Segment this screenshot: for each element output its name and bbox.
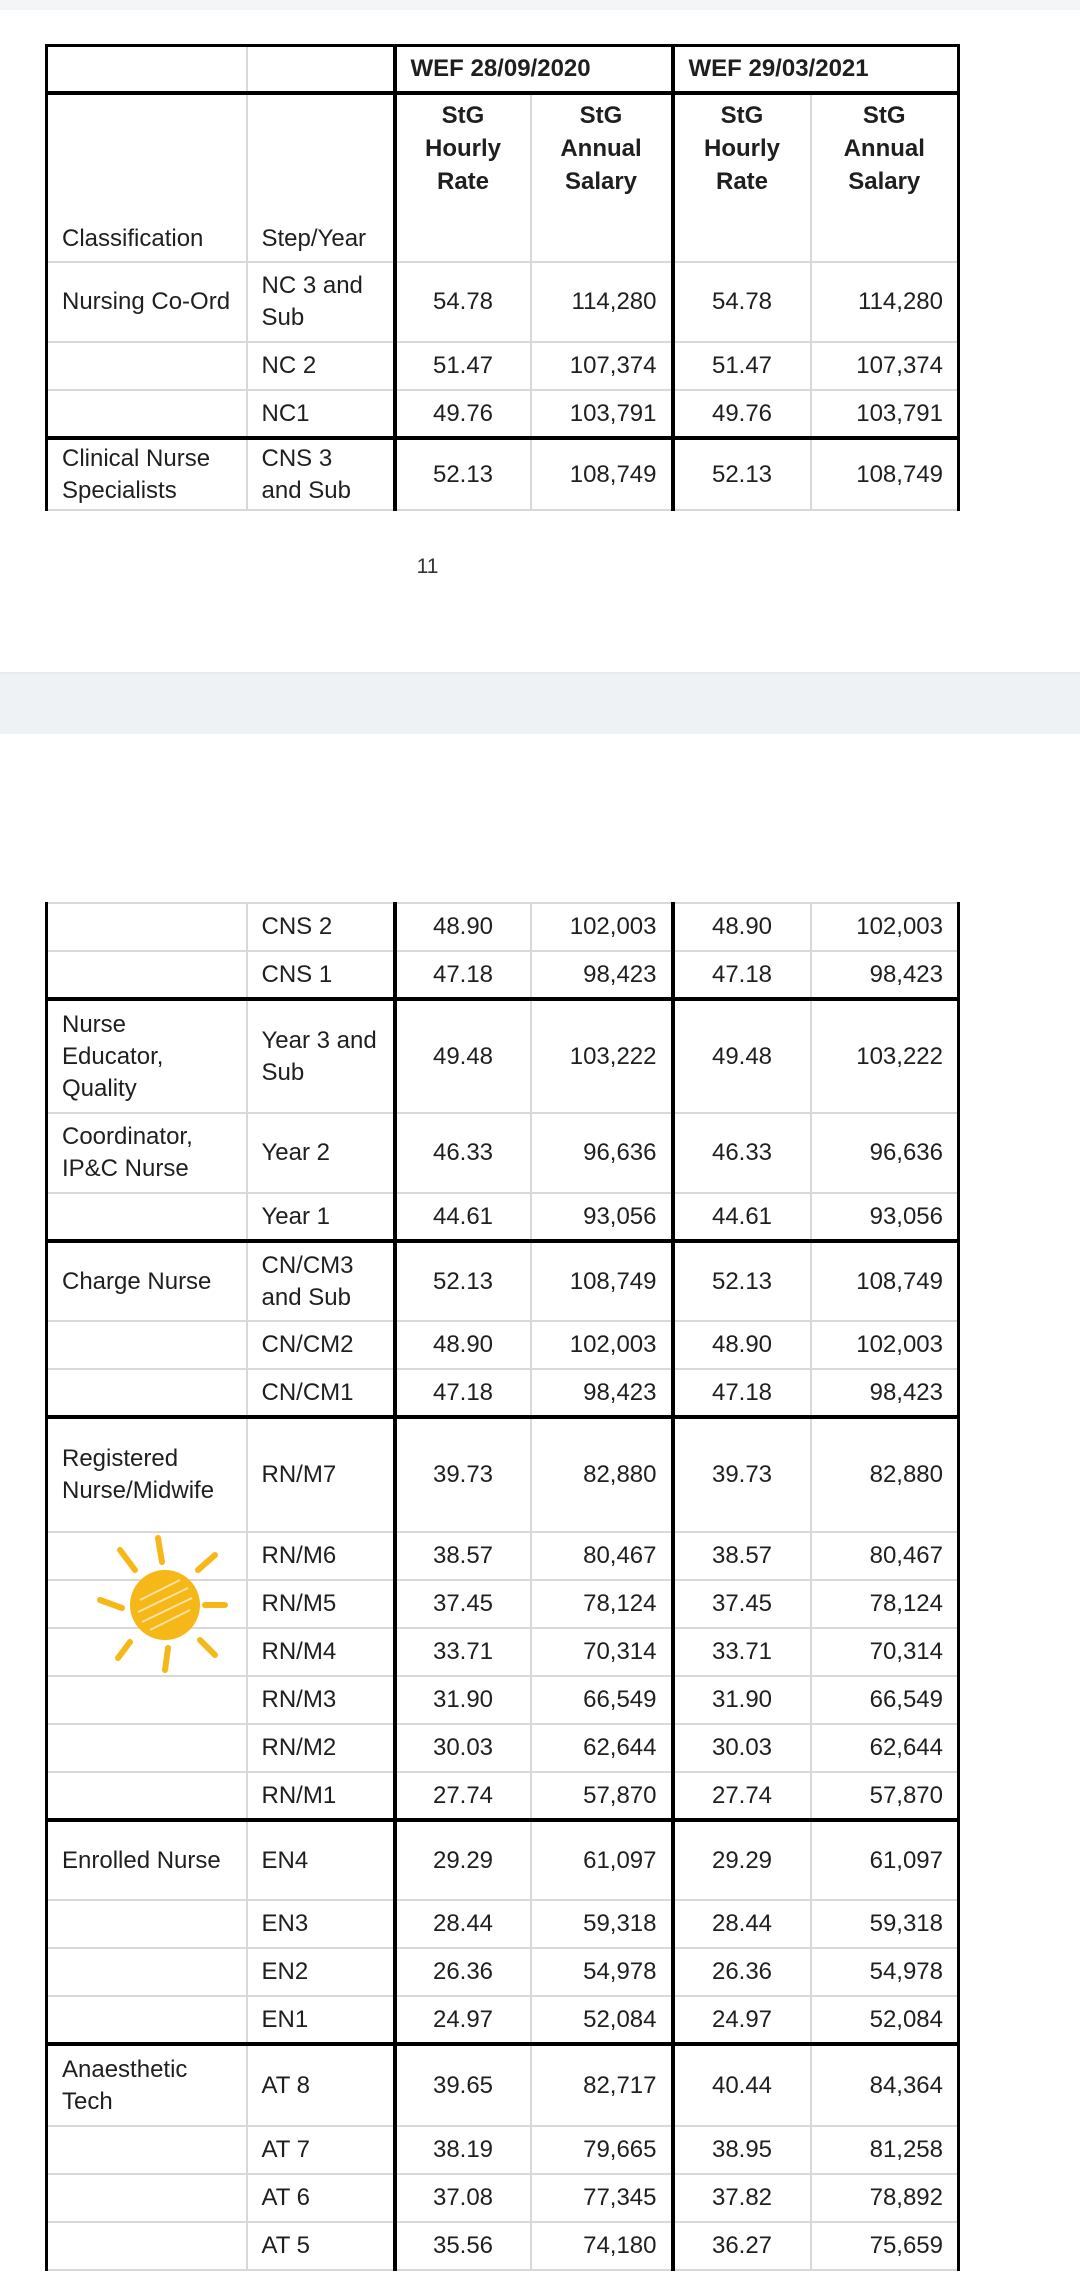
annual-salary-1-cell: 74,180 — [531, 2222, 673, 2270]
hourly-rate-1-cell: 48.90 — [395, 1321, 531, 1369]
annual-salary-2-cell: 78,124 — [811, 1580, 959, 1628]
annual-salary-2-cell: 98,423 — [811, 951, 959, 999]
hourly-rate-2-cell: 30.03 — [673, 1724, 811, 1772]
annual-salary-2-cell: 107,374 — [811, 342, 959, 390]
step-cell: CNS 2 — [247, 903, 395, 951]
annual-salary-2-cell: 80,467 — [811, 1532, 959, 1580]
hourly-rate-header: StG Hourly Rate — [673, 93, 811, 262]
classification-cell — [47, 1676, 247, 1724]
hourly-rate-1-cell: 48.90 — [395, 903, 531, 951]
classification-cell — [47, 1193, 247, 1241]
hourly-rate-2-cell: 24.97 — [673, 1996, 811, 2044]
annual-salary-1-cell: 57,870 — [531, 1772, 673, 1820]
step-cell: Year 2 — [247, 1113, 395, 1193]
hourly-rate-2-cell: 52.13 — [673, 1241, 811, 1321]
step-cell: CN/CM1 — [247, 1369, 395, 1417]
classification-cell — [47, 1369, 247, 1417]
table-row — [47, 1193, 959, 1241]
step-cell: NC 2 — [247, 342, 395, 390]
step-cell: AT 8 — [247, 2044, 395, 2126]
classification-cell — [47, 951, 247, 999]
hourly-rate-2-cell: 52.13 — [673, 438, 811, 510]
table-row — [47, 2174, 959, 2222]
classification-cell — [47, 1772, 247, 1820]
step-cell: RN/M6 — [247, 1532, 395, 1580]
classification-cell — [47, 342, 247, 390]
annual-salary-2-cell: 84,364 — [811, 2044, 959, 2126]
annual-salary-2-cell: 75,659 — [811, 2222, 959, 2270]
table-row — [47, 1417, 959, 1532]
table-row — [47, 390, 959, 438]
table-row — [47, 1724, 959, 1772]
hourly-rate-1-cell: 49.48 — [395, 999, 531, 1113]
table-row — [47, 1772, 959, 1820]
annual-salary-1-cell: 96,636 — [531, 1113, 673, 1193]
table-row — [47, 2126, 959, 2174]
hourly-rate-2-cell: 54.78 — [673, 262, 811, 342]
annual-salary-1-cell: 107,374 — [531, 342, 673, 390]
classification-cell — [47, 2126, 247, 2174]
hourly-rate-1-cell: 28.44 — [395, 1900, 531, 1948]
annual-salary-1-cell: 66,549 — [531, 1676, 673, 1724]
annual-salary-1-cell: 70,314 — [531, 1628, 673, 1676]
hourly-rate-2-cell: 27.74 — [673, 1772, 811, 1820]
classification-cell — [47, 2174, 247, 2222]
header-row-periods — [47, 46, 959, 94]
table-row — [47, 999, 959, 1113]
classification-cell: Clinical Nurse Specialists — [47, 438, 247, 510]
hourly-rate-2-cell: 47.18 — [673, 951, 811, 999]
step-cell: Year 1 — [247, 1193, 395, 1241]
step-cell: EN3 — [247, 1900, 395, 1948]
hourly-rate-1-cell: 33.71 — [395, 1628, 531, 1676]
table-row — [47, 1820, 959, 1900]
annual-salary-2-cell: 82,880 — [811, 1417, 959, 1532]
header-blank — [47, 46, 247, 94]
hourly-rate-2-cell: 31.90 — [673, 1676, 811, 1724]
step-header: Step/Year — [247, 93, 395, 262]
annual-salary-1-cell: 93,056 — [531, 1193, 673, 1241]
annual-salary-2-cell: 103,222 — [811, 999, 959, 1113]
hourly-rate-1-cell: 46.33 — [395, 1113, 531, 1193]
annual-salary-2-cell: 78,892 — [811, 2174, 959, 2222]
annual-salary-header: StG Annual Salary — [531, 93, 673, 262]
hourly-rate-1-cell: 52.13 — [395, 1241, 531, 1321]
step-cell: CN/CM2 — [247, 1321, 395, 1369]
step-cell: NC1 — [247, 390, 395, 438]
hourly-rate-2-cell: 48.90 — [673, 1321, 811, 1369]
hourly-rate-1-cell: 26.36 — [395, 1948, 531, 1996]
annual-salary-1-cell: 103,222 — [531, 999, 673, 1113]
annual-salary-1-cell: 108,749 — [531, 438, 673, 510]
step-cell: EN4 — [247, 1820, 395, 1900]
annual-salary-2-cell: 108,749 — [811, 438, 959, 510]
hourly-rate-1-cell: 38.19 — [395, 2126, 531, 2174]
annual-salary-2-cell: 57,870 — [811, 1772, 959, 1820]
step-cell: CN/CM3 and Sub — [247, 1241, 395, 1321]
hourly-rate-1-cell: 51.47 — [395, 342, 531, 390]
classification-cell: Nurse Educator, Quality — [47, 999, 247, 1113]
annual-salary-1-cell: 103,791 — [531, 390, 673, 438]
hourly-rate-2-cell: 44.61 — [673, 1193, 811, 1241]
step-cell: CNS 1 — [247, 951, 395, 999]
hourly-rate-1-cell: 31.90 — [395, 1676, 531, 1724]
annual-salary-1-cell: 62,644 — [531, 1724, 673, 1772]
classification-cell — [47, 1996, 247, 2044]
period-1-header: WEF 28/09/2020 — [395, 46, 673, 94]
step-cell: AT 7 — [247, 2126, 395, 2174]
hourly-rate-2-cell: 40.44 — [673, 2044, 811, 2126]
annual-salary-2-cell: 81,258 — [811, 2126, 959, 2174]
annual-salary-2-cell: 98,423 — [811, 1369, 959, 1417]
table-row — [47, 951, 959, 999]
annual-salary-header: StG Annual Salary — [811, 93, 959, 262]
hourly-rate-2-cell: 33.71 — [673, 1628, 811, 1676]
hourly-rate-2-cell: 37.45 — [673, 1580, 811, 1628]
hourly-rate-1-cell: 29.29 — [395, 1820, 531, 1900]
classification-header: Classification — [47, 93, 247, 262]
sun-icon — [90, 1530, 240, 1680]
table-row — [47, 1676, 959, 1724]
annual-salary-2-cell: 70,314 — [811, 1628, 959, 1676]
hourly-rate-1-cell: 54.78 — [395, 262, 531, 342]
annual-salary-1-cell: 59,318 — [531, 1900, 673, 1948]
period-2-header: WEF 29/03/2021 — [673, 46, 959, 94]
annual-salary-2-cell: 61,097 — [811, 1820, 959, 1900]
hourly-rate-1-cell: 24.97 — [395, 1996, 531, 2044]
hourly-rate-2-cell: 47.18 — [673, 1369, 811, 1417]
classification-cell — [47, 903, 247, 951]
step-cell: CNS 3 and Sub — [247, 438, 395, 510]
step-cell: RN/M5 — [247, 1580, 395, 1628]
hourly-rate-2-cell: 39.73 — [673, 1417, 811, 1532]
hourly-rate-1-cell: 44.61 — [395, 1193, 531, 1241]
hourly-rate-1-cell: 39.73 — [395, 1417, 531, 1532]
hourly-rate-2-cell: 48.90 — [673, 903, 811, 951]
step-cell: RN/M3 — [247, 1676, 395, 1724]
hourly-rate-header: StG Hourly Rate — [395, 93, 531, 262]
table-row — [47, 438, 959, 510]
classification-cell: Charge Nurse — [47, 1241, 247, 1321]
page-gap — [0, 672, 1080, 734]
table-row — [47, 1241, 959, 1321]
header-row-columns — [47, 93, 959, 262]
annual-salary-1-cell: 102,003 — [531, 903, 673, 951]
annual-salary-1-cell: 108,749 — [531, 1241, 673, 1321]
salary-table-page-1 — [45, 44, 960, 511]
table-row — [47, 342, 959, 390]
annual-salary-1-cell: 98,423 — [531, 1369, 673, 1417]
page-top-strip — [0, 0, 1080, 10]
classification-cell — [47, 1321, 247, 1369]
step-cell: AT 5 — [247, 2222, 395, 2270]
annual-salary-2-cell: 108,749 — [811, 1241, 959, 1321]
table-row — [47, 1948, 959, 1996]
hourly-rate-2-cell: 51.47 — [673, 342, 811, 390]
step-cell: NC 3 and Sub — [247, 262, 395, 342]
classification-cell — [47, 1948, 247, 1996]
step-cell: RN/M7 — [247, 1417, 395, 1532]
table-row — [47, 1113, 959, 1193]
hourly-rate-1-cell: 30.03 — [395, 1724, 531, 1772]
table-row — [47, 1321, 959, 1369]
step-cell: AT 6 — [247, 2174, 395, 2222]
classification-cell — [47, 2222, 247, 2270]
table-row — [47, 2222, 959, 2270]
annual-salary-2-cell: 93,056 — [811, 1193, 959, 1241]
hourly-rate-1-cell: 38.57 — [395, 1532, 531, 1580]
table-row — [47, 1900, 959, 1948]
table-row — [47, 1369, 959, 1417]
annual-salary-2-cell: 103,791 — [811, 390, 959, 438]
hourly-rate-1-cell: 47.18 — [395, 1369, 531, 1417]
step-cell: EN2 — [247, 1948, 395, 1996]
annual-salary-1-cell: 54,978 — [531, 1948, 673, 1996]
hourly-rate-2-cell: 29.29 — [673, 1820, 811, 1900]
annual-salary-2-cell: 102,003 — [811, 903, 959, 951]
classification-cell: Enrolled Nurse — [47, 1820, 247, 1900]
hourly-rate-2-cell: 38.95 — [673, 2126, 811, 2174]
hourly-rate-1-cell: 35.56 — [395, 2222, 531, 2270]
hourly-rate-2-cell: 49.48 — [673, 999, 811, 1113]
table-row — [47, 2044, 959, 2126]
table-row — [47, 1996, 959, 2044]
annual-salary-2-cell: 62,644 — [811, 1724, 959, 1772]
page-number: 11 — [416, 555, 439, 578]
hourly-rate-2-cell: 26.36 — [673, 1948, 811, 1996]
hourly-rate-1-cell: 37.45 — [395, 1580, 531, 1628]
step-cell: EN1 — [247, 1996, 395, 2044]
annual-salary-1-cell: 102,003 — [531, 1321, 673, 1369]
annual-salary-1-cell: 98,423 — [531, 951, 673, 999]
classification-cell — [47, 1724, 247, 1772]
annual-salary-1-cell: 80,467 — [531, 1532, 673, 1580]
annual-salary-2-cell: 102,003 — [811, 1321, 959, 1369]
step-cell: RN/M1 — [247, 1772, 395, 1820]
step-cell: RN/M2 — [247, 1724, 395, 1772]
annual-salary-2-cell: 59,318 — [811, 1900, 959, 1948]
annual-salary-1-cell: 77,345 — [531, 2174, 673, 2222]
step-cell: Year 3 and Sub — [247, 999, 395, 1113]
hourly-rate-1-cell: 47.18 — [395, 951, 531, 999]
classification-cell: Coordinator, IP&C Nurse — [47, 1113, 247, 1193]
annual-salary-2-cell: 96,636 — [811, 1113, 959, 1193]
hourly-rate-2-cell: 28.44 — [673, 1900, 811, 1948]
annual-salary-2-cell: 52,084 — [811, 1996, 959, 2044]
hourly-rate-2-cell: 46.33 — [673, 1113, 811, 1193]
annual-salary-1-cell: 82,880 — [531, 1417, 673, 1532]
hourly-rate-1-cell: 52.13 — [395, 438, 531, 510]
hourly-rate-1-cell: 27.74 — [395, 1772, 531, 1820]
annual-salary-1-cell: 61,097 — [531, 1820, 673, 1900]
hourly-rate-2-cell: 38.57 — [673, 1532, 811, 1580]
classification-cell: Nursing Co-Ord — [47, 262, 247, 342]
annual-salary-2-cell: 54,978 — [811, 1948, 959, 1996]
hourly-rate-2-cell: 37.82 — [673, 2174, 811, 2222]
table-row — [47, 262, 959, 342]
annual-salary-1-cell: 79,665 — [531, 2126, 673, 2174]
header-blank — [247, 46, 395, 94]
hourly-rate-1-cell: 49.76 — [395, 390, 531, 438]
classification-cell — [47, 390, 247, 438]
annual-salary-1-cell: 78,124 — [531, 1580, 673, 1628]
annual-salary-1-cell: 82,717 — [531, 2044, 673, 2126]
classification-cell: Anaesthetic Tech — [47, 2044, 247, 2126]
annual-salary-1-cell: 114,280 — [531, 262, 673, 342]
hourly-rate-2-cell: 49.76 — [673, 390, 811, 438]
step-cell: RN/M4 — [247, 1628, 395, 1676]
annual-salary-1-cell: 52,084 — [531, 1996, 673, 2044]
classification-cell — [47, 1900, 247, 1948]
classification-cell: Registered Nurse/Midwife — [47, 1417, 247, 1532]
annual-salary-2-cell: 114,280 — [811, 262, 959, 342]
annual-salary-2-cell: 66,549 — [811, 1676, 959, 1724]
hourly-rate-2-cell: 36.27 — [673, 2222, 811, 2270]
hourly-rate-1-cell: 39.65 — [395, 2044, 531, 2126]
table-row — [47, 903, 959, 951]
hourly-rate-1-cell: 37.08 — [395, 2174, 531, 2222]
